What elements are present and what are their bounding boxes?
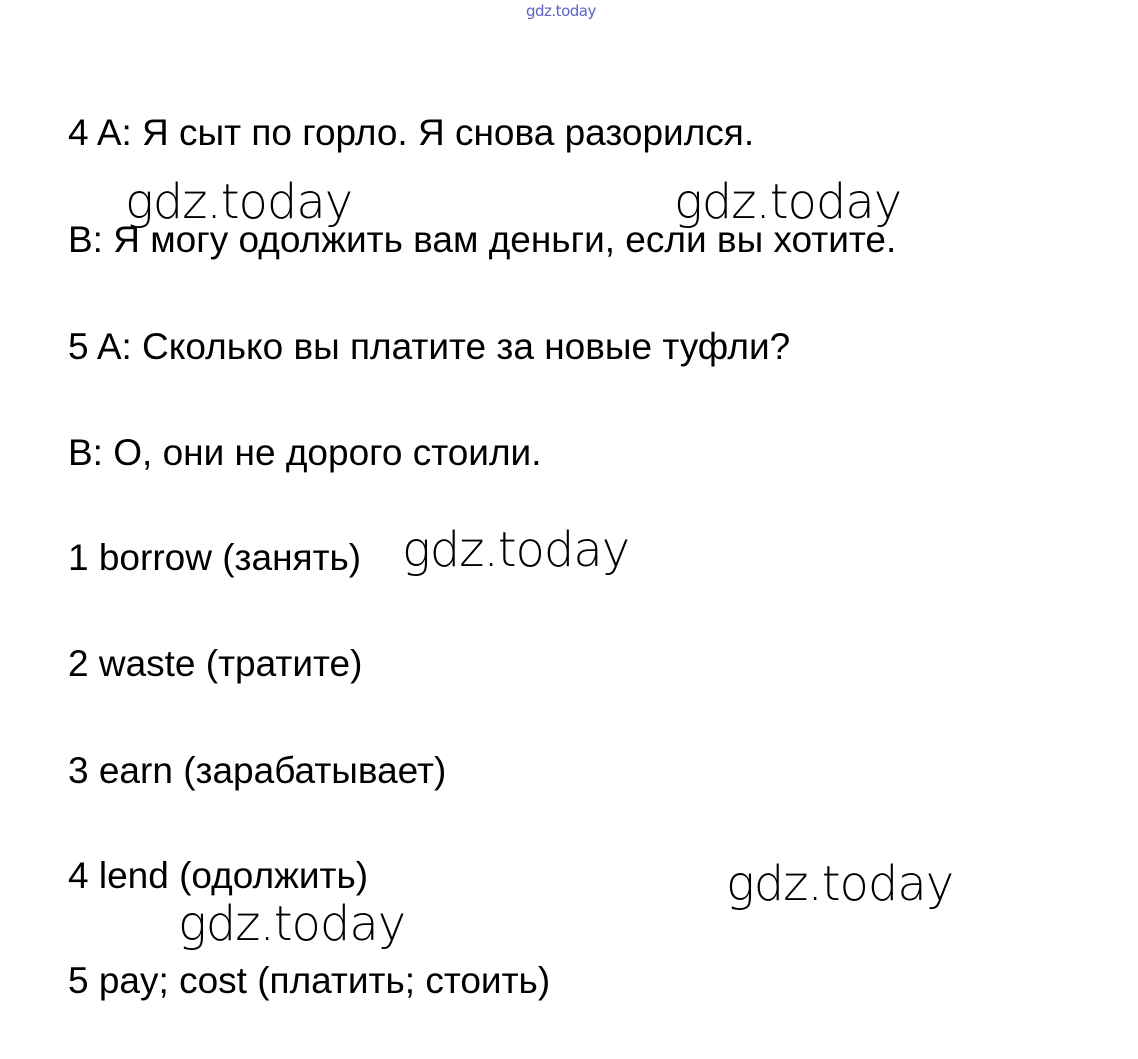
answer-line-5: 5 pay; cost (платить; стоить)	[68, 960, 551, 1001]
dialogue-line-5b: B: О, они не дорого стоили.	[68, 432, 542, 473]
answer-line-4: 4 lend (одолжить)	[68, 855, 369, 896]
site-mark: gdz.today	[526, 2, 596, 20]
answer-line-1: 1 borrow (занять)	[68, 537, 362, 578]
watermark: gdz.today	[726, 856, 954, 912]
answer-line-3: 3 earn (зарабатывает)	[68, 750, 447, 791]
dialogue-line-4a: 4 A: Я сыт по горло. Я снова разорился.	[68, 112, 755, 153]
answer-line-2: 2 waste (тратите)	[68, 643, 363, 684]
watermark: gdz.today	[125, 174, 353, 230]
watermark: gdz.today	[178, 896, 406, 952]
watermark: gdz.today	[402, 522, 630, 578]
dialogue-line-4b: B: Я могу одолжить вам деньги, если вы хотите.	[68, 219, 897, 260]
watermark: gdz.today	[674, 174, 902, 230]
dialogue-line-5a: 5 A: Сколько вы платите за новые туфли?	[68, 326, 791, 367]
